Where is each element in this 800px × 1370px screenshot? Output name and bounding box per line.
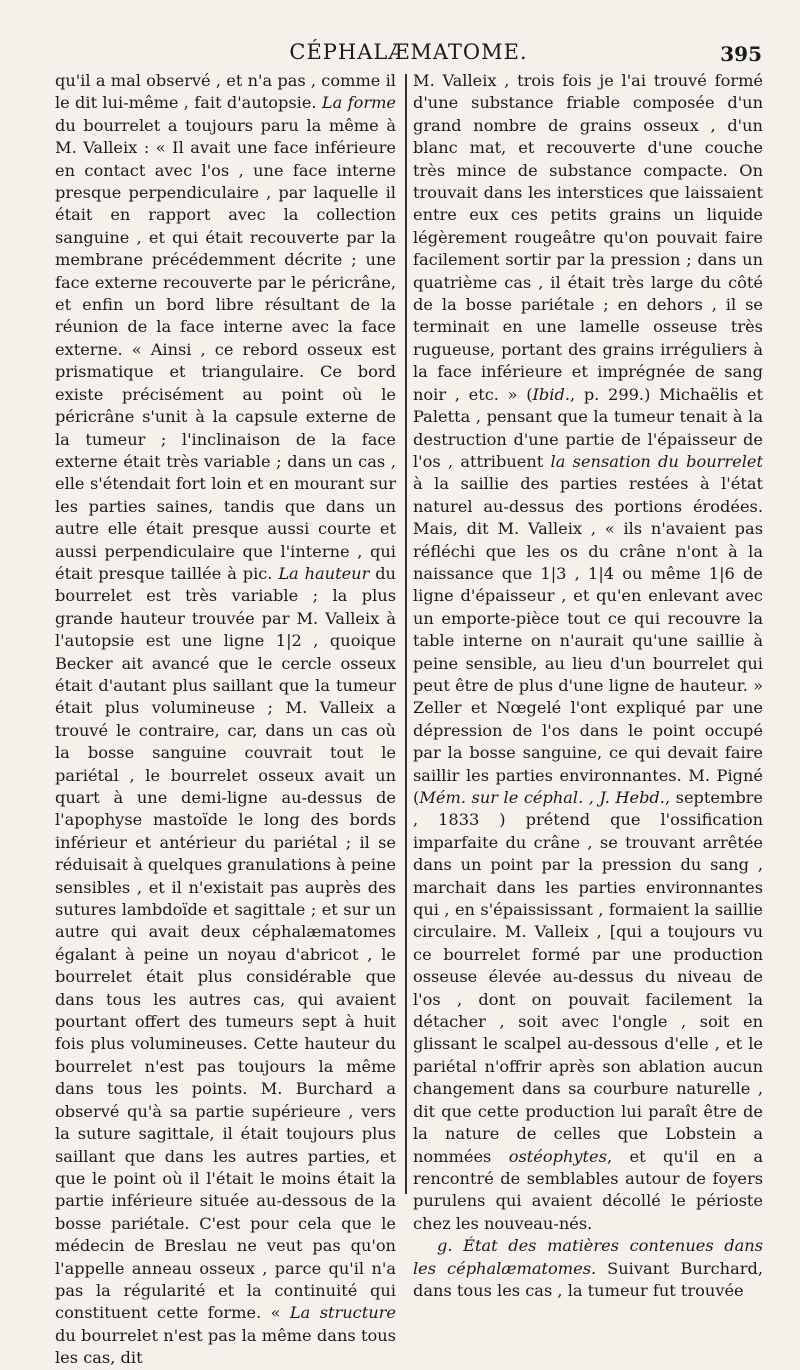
italic-term: Ibid.: [532, 384, 570, 404]
italic-term: Mém. sur le céphal. , J. Hebd.: [419, 788, 665, 807]
italic-term: La structure: [289, 1303, 396, 1323]
text-run: Suivant Burchard, dans tous les cas , la tumeur fut trouvée: [413, 1258, 763, 1300]
text-run: du bourrelet n'est pas la même dans tous les cas, dit: [55, 1325, 396, 1368]
text-run: du bourrelet est très variable ; la plus grande hauteur trouvée par M. Valleix à l'autopsie est une ligne 1|2 , quoique Becker ait avancé que le cercle osseux était d'autant plus saillant que la tumeur était plus volumineuse ; M. Valleix a trouvé le contraire, car, dans un cas où la bosse sanguine couvrait tout le pariétal , le bourrelet osseux avait un quart à une demi-ligne au-dessus de l'apophyse mastoïde le long des bords inférieur et antérieur du pariétal ; il se réduisait à quelques granulations à peine sensibles , et il n'existait pas auprès des sutures lambdoïde et sagittale ; et sur un autre qui avait deux céphalæmatomes égalant à peine un noyau d'abricot , le bourrelet était plus considérable que dans tous les autres cas, qui avaient pourtant offert des tumeurs sept à huit fois plus volumineuses. Cette hauteur du bourrelet n'est pas toujours la même dans tous les points. M. Burchard a observé qu'à sa partie supérieure , vers la suture sagittale, il était toujours plus saillant que dans les autres parties, et que le point où il l'était le moins était la partie inférieure située au-dessous de la bosse pariétale. C'est pour cela que le médecin de Breslau ne veut pas qu'on l'appelle anneau osseux , parce qu'il n'a pas la régularité et la continuité qui constituent cette forme. «: [55, 563, 396, 1323]
text-run: , septembre , 1833 ) prétend que l'ossification imparfaite du crâne , se trouvant arrêtée dans un point par la pression du sang , marchait dans les parties environnantes qui , en s'épaississant , formaient la saillie circulaire. M. Valleix , [qui a toujours vu ce bourrelet formé par une production osseuse élevée au-dessus du niveau de l'os , dont on pouvait facilement la détacher , soit avec l'ongle , soit en glissant le scalpel au-dessous d'elle , et le pariétal n'offrir après son ablation aucun changement dans sa courbure naturelle , dit que cette production lui paraît être de la nature de celles que Lobstein a nommées: [413, 788, 764, 1166]
text-run: , et qu'il en a rencontré de semblables autour de foyers purulens qui avaient décollé le périoste chez les nouveau-nés.: [413, 1146, 763, 1233]
right-column: [413, 70, 763, 1302]
text-run: à la saillie des parties restées à l'état naturel au-dessus des portions érodées. Mais, dit M. Valleix , « ils n'avaient pas réfléchi que les os du crâne n'ont à la naissance que 1|3 , 1|4 ou même 1|6 de ligne d'épaisseur , et qu'en enlevant avec un emporte-pièce tout ce qui recouvre la table interne on n'aurait qu'une saillie à peine sensible, au lieu d'un bourrelet qui peut être de plus d'une ligne de hauteur. » Zeller et Nœgelé l'ont expliqué par une dépression de l'os dans le point occupé par la bosse sanguine, ce qui devait faire saillir les parties environnantes. M. Pigné (: [413, 474, 763, 807]
column-divider: [405, 74, 407, 1194]
italic-term: ostéophytes: [508, 1146, 607, 1166]
text-run: qu'il a mal observé , et n'a pas , comme il le dit lui-même , fait d'autopsie.: [55, 71, 396, 113]
page-header: [55, 40, 762, 74]
right-paragraph: [413, 70, 763, 1235]
section-heading: g. État des matières contenues dans les céphalæmatomes.: [413, 1236, 763, 1278]
text-run: du bourrelet a toujours paru la même à M. Valleix : « Il avait une face inférieure en contact avec l'os , une face interne presque perpendiculaire , par laquelle il était en rapport avec la collection sanguine , et qui était recouverte par la membrane précédemment décrite ; une face externe recouverte par le péricrâne, et enfin un bord libre résultant de la réunion de la face interne avec la face externe. « Ainsi , ce rebord osseux est prismatique et triangulaire. Ce bord existe précisément au point où le péricrâne s'unit à la capsule externe de la tumeur ; l'inclinaison de la face externe était très variable ; dans un cas , elle s'étendait fort loin et en mourant sur les parties saines, tandis que dans un autre elle était presque aussi courte et aussi perpendiculaire que l'interne , qui était presque taillée à pic.: [55, 115, 396, 583]
text-run: M. Valleix , trois fois je l'ai trouvé formé d'une substance friable composée d'un grand nombre de grains osseux , d'un blanc mat, et recouverte d'une couche très mince de substance compacte. On trouvait dans les interstices que laissaient entre eux ces petits grains un liquide légèrement rougeâtre qu'on pouvait faire facilement sortir par la pression ; dans un quatrième cas , il était très large du côté de la bosse pariétale ; en dehors , il se terminait en une lamelle osseuse très rugueuse, portant des grains irréguliers à la face inférieure et imprégnée de sang noir , etc. » (: [413, 71, 763, 404]
italic-term: La forme: [321, 93, 396, 113]
left-paragraph: [55, 70, 396, 1370]
section-paragraph: [413, 1235, 763, 1302]
running-title: CÉPHALÆMATOME.: [289, 40, 528, 64]
text-run: , p. 299.) Michaëlis et Paletta , pensant que la tumeur tenait à la destruction d'une partie de l'épaisseur de l'os , attribuent: [413, 384, 763, 471]
italic-term: La hauteur: [278, 563, 370, 583]
left-column: [55, 70, 396, 1370]
page-number: 395: [720, 42, 762, 66]
italic-term: la sensation du bourrelet: [550, 451, 763, 471]
